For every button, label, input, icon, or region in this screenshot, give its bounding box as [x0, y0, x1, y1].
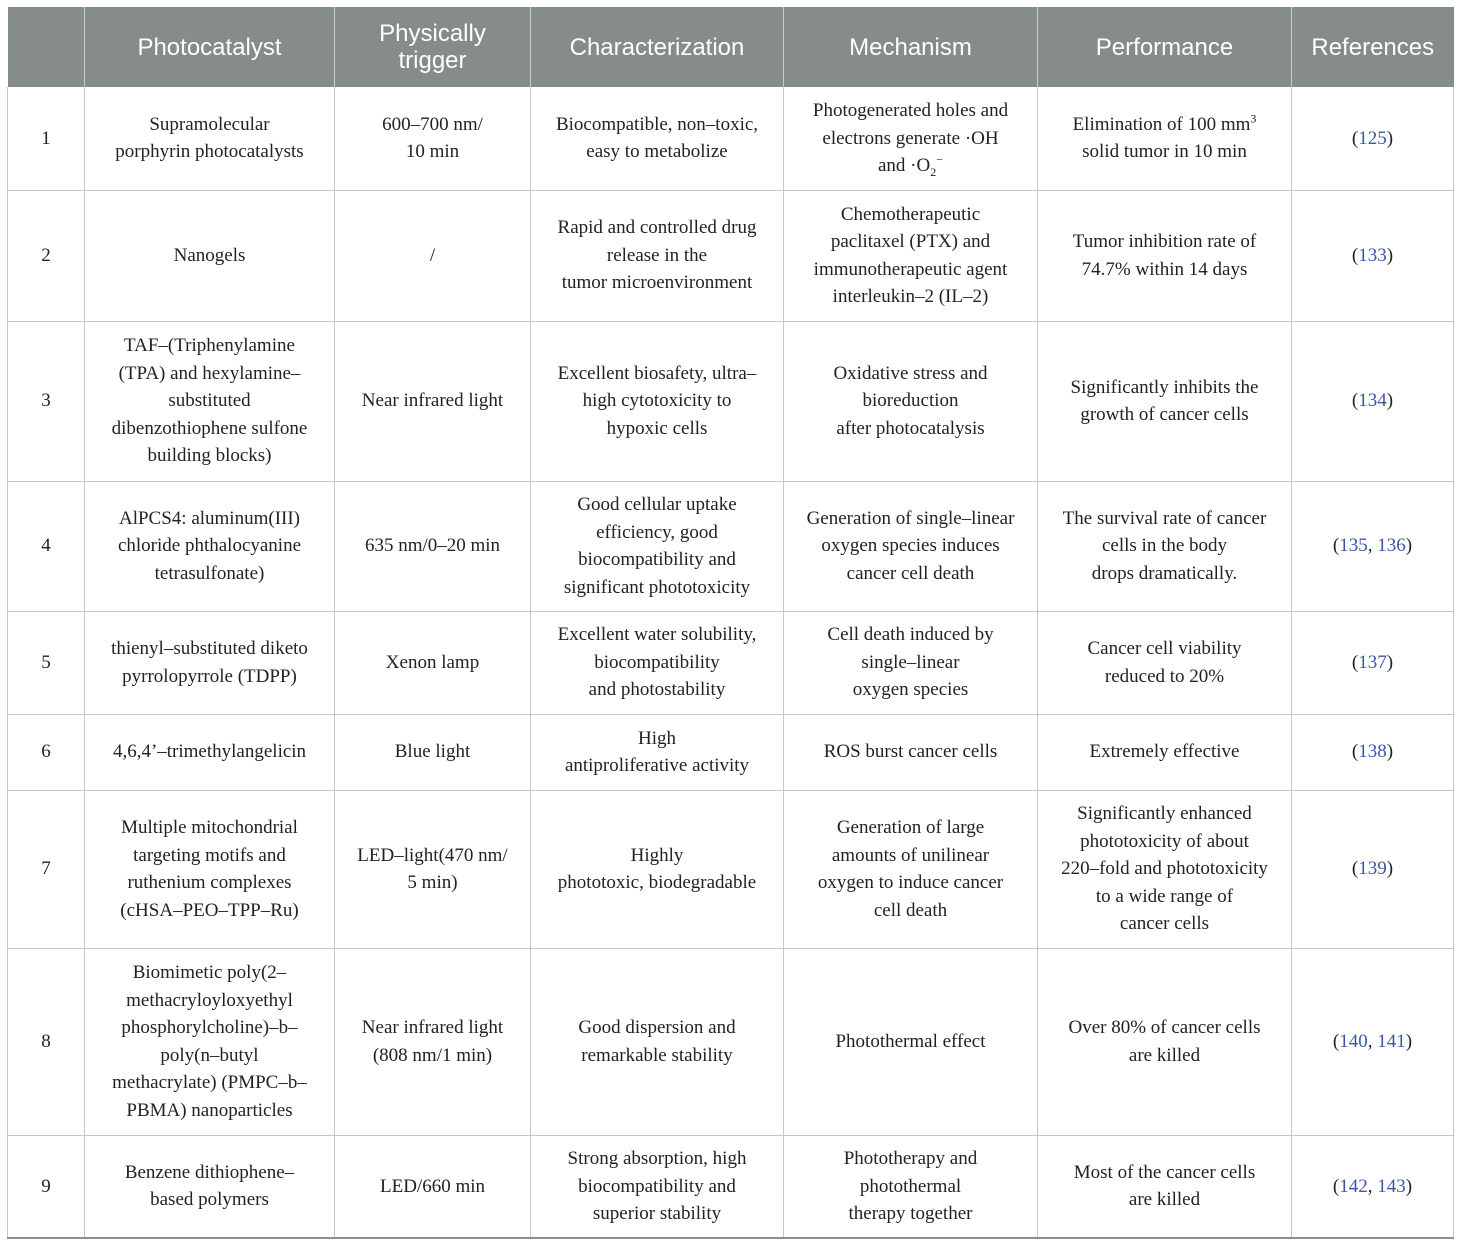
cell-performance: Over 80% of cancer cells are killed — [1038, 948, 1292, 1135]
reference-link[interactable]: 134 — [1358, 390, 1387, 412]
cell-trigger: Near infrared light — [335, 321, 531, 481]
cell-performance: Significantly inhibits the growth of cancer cells — [1038, 321, 1292, 481]
table-row — [8, 948, 1454, 1135]
table-row — [8, 87, 1454, 190]
cell-references: (138) — [1292, 714, 1454, 790]
reference-link[interactable]: 142 — [1339, 1175, 1368, 1197]
cell-mechanism: Generation of single–linear oxygen species induces cancer cell death — [784, 481, 1038, 611]
cell-performance: Most of the cancer cells are killed — [1038, 1135, 1292, 1238]
cell-photocatalyst: Benzene dithiophene– based polymers — [85, 1135, 335, 1238]
cell-characterization: Excellent biosafety, ultra– high cytotoxicity to hypoxic cells — [531, 321, 784, 481]
cell-references: (140, 141) — [1292, 948, 1454, 1135]
table-row — [8, 714, 1454, 790]
cell-trigger: Xenon lamp — [335, 611, 531, 714]
cell-number: 6 — [8, 714, 85, 790]
cell-trigger: 635 nm/0–20 min — [335, 481, 531, 611]
performance-superscript: 3 — [1250, 111, 1257, 126]
cell-performance: Cancer cell viability reduced to 20% — [1038, 611, 1292, 714]
photocatalyst-table — [7, 7, 1454, 1239]
cell-references: (142, 143) — [1292, 1135, 1454, 1238]
reference-link[interactable]: 125 — [1358, 127, 1387, 149]
cell-number: 5 — [8, 611, 85, 714]
cell-mechanism: Generation of large amounts of unilinear oxygen to induce cancer cell death — [784, 790, 1038, 948]
cell-photocatalyst: Supramolecular porphyrin photocatalysts — [85, 87, 335, 190]
cell-characterization: Strong absorption, high biocompatibility and superior stability — [531, 1135, 784, 1238]
reference-link[interactable]: 138 — [1358, 741, 1387, 763]
cell-characterization: Biocompatible, non–toxic, easy to metabolize — [531, 87, 784, 190]
header-photocatalyst: Photocatalyst — [85, 7, 335, 87]
reference-link[interactable]: 137 — [1358, 651, 1387, 673]
cell-number: 8 — [8, 948, 85, 1135]
cell-characterization: Excellent water solubility, biocompatibility and photostability — [531, 611, 784, 714]
cell-photocatalyst: Nanogels — [85, 190, 335, 321]
cell-mechanism: Phototherapy and photothermal therapy together — [784, 1135, 1038, 1238]
cell-references: (133) — [1292, 190, 1454, 321]
cell-references: (125) — [1292, 87, 1454, 190]
reference-link[interactable]: 140 — [1339, 1030, 1368, 1052]
cell-mechanism: Chemotherapeutic paclitaxel (PTX) and immunotherapeutic agent interleukin–2 (IL–2) — [784, 190, 1038, 321]
cell-characterization: Good dispersion and remarkable stability — [531, 948, 784, 1135]
cell-number: 9 — [8, 1135, 85, 1238]
performance-text-end: solid tumor in 10 min — [1082, 141, 1247, 163]
cell-characterization: Highly phototoxic, biodegradable — [531, 790, 784, 948]
header-characterization: Characterization — [531, 7, 784, 87]
cell-trigger: / — [335, 190, 531, 321]
cell-characterization: High antiproliferative activity — [531, 714, 784, 790]
cell-number: 4 — [8, 481, 85, 611]
cell-photocatalyst: Biomimetic poly(2– methacryloyloxyethyl phosphorylcholine)–b– poly(n–butyl methacrylate) (PMPC–b– PBMA) nanoparticles — [85, 948, 335, 1135]
cell-references: (139) — [1292, 790, 1454, 948]
table-header-row — [8, 7, 1454, 87]
cell-trigger: LED/660 min — [335, 1135, 531, 1238]
table-row — [8, 790, 1454, 948]
cell-references: (137) — [1292, 611, 1454, 714]
cell-trigger: Blue light — [335, 714, 531, 790]
header-physically-trigger: Physically trigger — [335, 7, 531, 87]
cell-number: 2 — [8, 190, 85, 321]
table-row — [8, 481, 1454, 611]
reference-link[interactable]: 141 — [1377, 1030, 1406, 1052]
cell-photocatalyst: thienyl–substituted diketo pyrrolopyrrole (TDPP) — [85, 611, 335, 714]
mechanism-superscript: − — [936, 152, 943, 167]
reference-link[interactable]: 143 — [1377, 1175, 1406, 1197]
cell-photocatalyst: AlPCS4: aluminum(III) chloride phthalocyanine tetrasulfonate) — [85, 481, 335, 611]
performance-text: Elimination of 100 mm — [1072, 113, 1251, 135]
cell-trigger: 600–700 nm/ 10 min — [335, 87, 531, 190]
table-row — [8, 1135, 1454, 1238]
cell-photocatalyst: 4,6,4’–trimethylangelicin — [85, 714, 335, 790]
cell-number: 7 — [8, 790, 85, 948]
mechanism-subscript: 2 — [930, 164, 937, 179]
cell-photocatalyst: TAF–(Triphenylamine (TPA) and hexylamine– substituted dibenzothiophene sulfone building blocks) — [85, 321, 335, 481]
cell-performance: The survival rate of cancer cells in the body drops dramatically. — [1038, 481, 1292, 611]
cell-trigger: Near infrared light (808 nm/1 min) — [335, 948, 531, 1135]
cell-number: 3 — [8, 321, 85, 481]
cell-number: 1 — [8, 87, 85, 190]
table-row — [8, 321, 1454, 481]
reference-link[interactable]: 136 — [1377, 535, 1406, 557]
cell-performance: Extremely effective — [1038, 714, 1292, 790]
table-row — [8, 190, 1454, 321]
cell-mechanism: Cell death induced by single–linear oxygen species — [784, 611, 1038, 714]
cell-performance: Tumor inhibition rate of 74.7% within 14 days — [1038, 190, 1292, 321]
cell-performance — [1038, 87, 1292, 190]
cell-trigger: LED–light(470 nm/ 5 min) — [335, 790, 531, 948]
cell-mechanism: Photothermal effect — [784, 948, 1038, 1135]
cell-references: (135, 136) — [1292, 481, 1454, 611]
reference-link[interactable]: 135 — [1339, 535, 1368, 557]
cell-characterization: Rapid and controlled drug release in the tumor microenvironment — [531, 190, 784, 321]
table-row — [8, 611, 1454, 714]
header-number — [8, 7, 85, 87]
cell-mechanism — [784, 87, 1038, 190]
header-performance: Performance — [1038, 7, 1292, 87]
header-mechanism: Mechanism — [784, 7, 1038, 87]
cell-references: (134) — [1292, 321, 1454, 481]
cell-performance: Significantly enhanced phototoxicity of about 220–fold and phototoxicity to a wide range of cancer cells — [1038, 790, 1292, 948]
reference-link[interactable]: 139 — [1358, 858, 1387, 880]
cell-photocatalyst: Multiple mitochondrial targeting motifs and ruthenium complexes (cHSA–PEO–TPP–Ru) — [85, 790, 335, 948]
reference-link[interactable]: 133 — [1358, 244, 1387, 266]
cell-characterization: Good cellular uptake efficiency, good biocompatibility and significant phototoxicity — [531, 481, 784, 611]
mechanism-text: Photogenerated holes and electrons generate ·OH and ·O — [812, 100, 1009, 176]
cell-mechanism: ROS burst cancer cells — [784, 714, 1038, 790]
header-references: References — [1292, 7, 1454, 87]
cell-mechanism: Oxidative stress and bioreduction after photocatalysis — [784, 321, 1038, 481]
